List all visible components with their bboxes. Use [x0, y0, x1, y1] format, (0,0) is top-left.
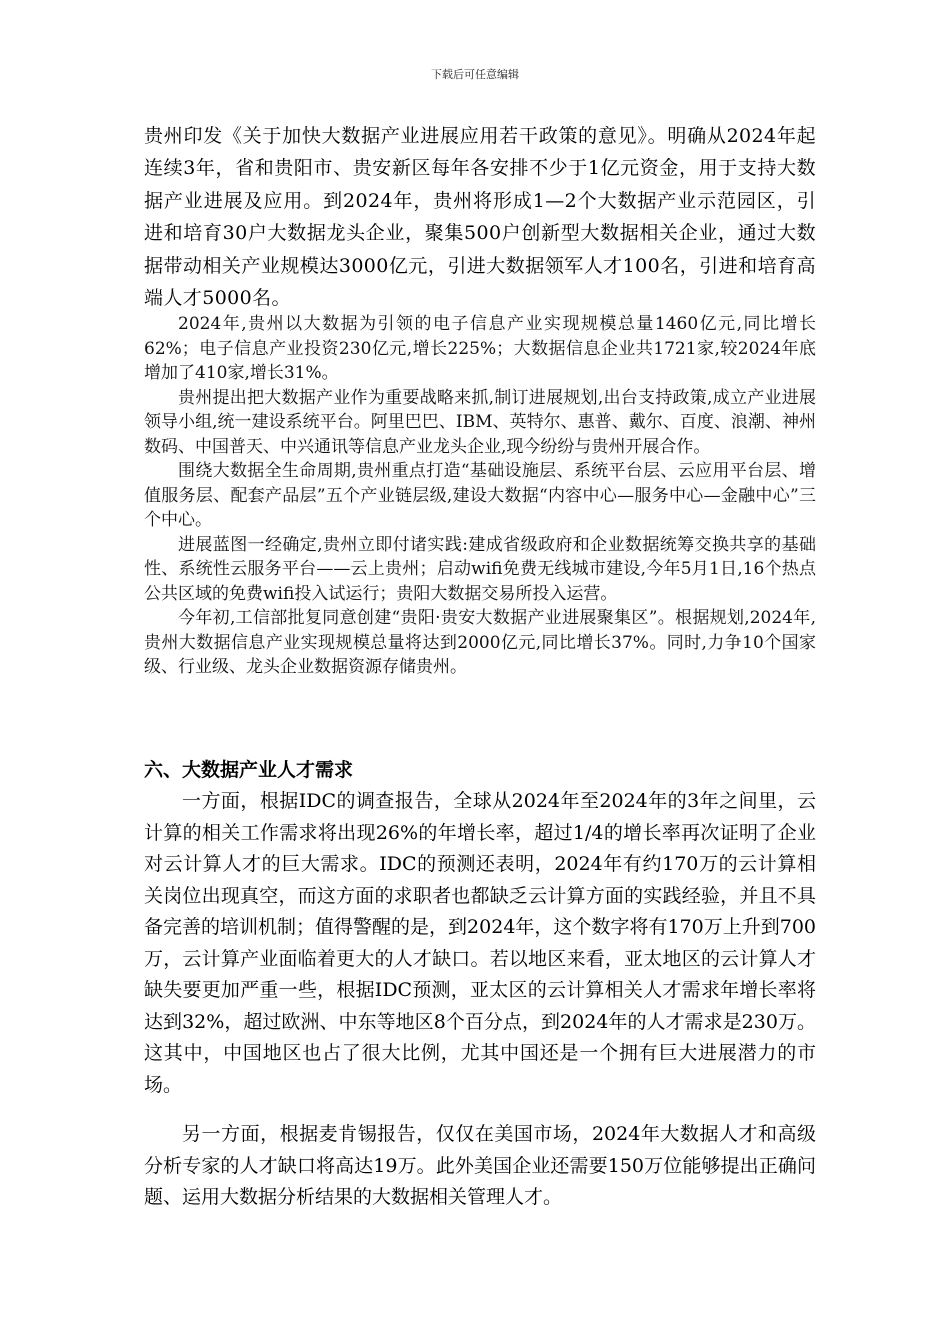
page-header: 下载后可任意编辑 — [431, 68, 519, 81]
intro-paragraph: 贵州印发《关于加快大数据产业进展应用若干政策的意见》。明确从2024年起连续3年，省和贵阳市、贵安新区每年各安排不少于1亿元资金，用于支持大数据产业进展及应用。到2024年，贵州将形成1—2个大数据产业示范园区，引进和培育30户大数据龙头企业，聚集500户创新型大数据相关企业，通过大数据带动相关产业规模达3000亿元，引进大数据领军人才100名，引进和培育高端人才5000名。 — [144, 125, 816, 310]
body-paragraphs — [144, 312, 816, 680]
paragraph: 另一方面，根据麦肯锡报告，仅仅在美国市场，2024年大数据人才和高级分析专家的人才缺口将高达19万。此外美国企业还需要150万位能够提出正确问题、运用大数据分析结果的大数据相关管理人才。 — [144, 1123, 816, 1208]
paragraph: 围绕大数据全生命周期,贵州重点打造“基础设施层、系统平台层、云应用平台层、增值服务层、配套产品层”五个产业链层级,建设大数据“内容中心—服务中心—金融中心”三个中心。 — [144, 461, 816, 530]
paragraph: 贵州提出把大数据产业作为重要战略来抓,制订进展规划,出台支持政策,成立产业进展领导小组,统一建设系统平台。阿里巴巴、IBM、英特尔、惠普、戴尔、百度、浪潮、神州数码、中国普天、中兴通讯等信息产业龙头企业,现今纷纷与贵州开展合作。 — [144, 387, 816, 457]
paragraph: 一方面，根据IDC的调查报告，全球从2024年至2024年的3年之间里，云计算的相关工作需求将出现26%的年增长率，超过1/4的增长率再次证明了企业对云计算人才的巨大需求。IDC的预测还表明，2024年有约170万的云计算相关岗位出现真空，而这方面的求职者也都缺乏云计算方面的实践经验，并且不具备完善的培训机制；值得警醒的是，到2024年，这个数字将有170万上升到700万，云计算产业面临着更大的人才缺口。若以地区来看，亚太地区的云计算人才缺失要更加严重一些，根据IDC预测，亚太区的云计算相关人才需求年增长率将达到32%，超过欧洲、中东等地区8个百分点，到2024年的人才需求是230万。这其中，中国地区也占了很大比例，尤其中国还是一个拥有巨大进展潜力的市场。 — [144, 790, 816, 1096]
section-body — [144, 786, 816, 1214]
section-heading: 六、大数据产业人才需求 — [144, 759, 354, 781]
paragraph: 今年初,工信部批复同意创建“贵阳·贵安大数据产业进展聚集区”。根据规划,2024年,贵州大数据信息产业实现规模总量将达到2000亿元,同比增长37%。同时,力争10个国家级、行业级、龙头企业数据资源存储贵州。 — [144, 608, 816, 677]
paragraph: 2024年,贵州以大数据为引领的电子信息产业实现规模总量1460亿元,同比增长62%；电子信息产业投资230亿元,增长225%；大数据信息企业共1721家,较2024年底增加了410家,增长31%。 — [144, 314, 816, 383]
paragraph: 进展蓝图一经确定,贵州立即付诸实践:建成省级政府和企业数据统筹交换共享的基础性、系统性云服务平台——云上贵州；启动wifi免费无线城市建设,今年5月1日,16个热点公共区域的免费wifi投入试运行；贵阳大数据交易所投入运营。 — [144, 534, 816, 604]
